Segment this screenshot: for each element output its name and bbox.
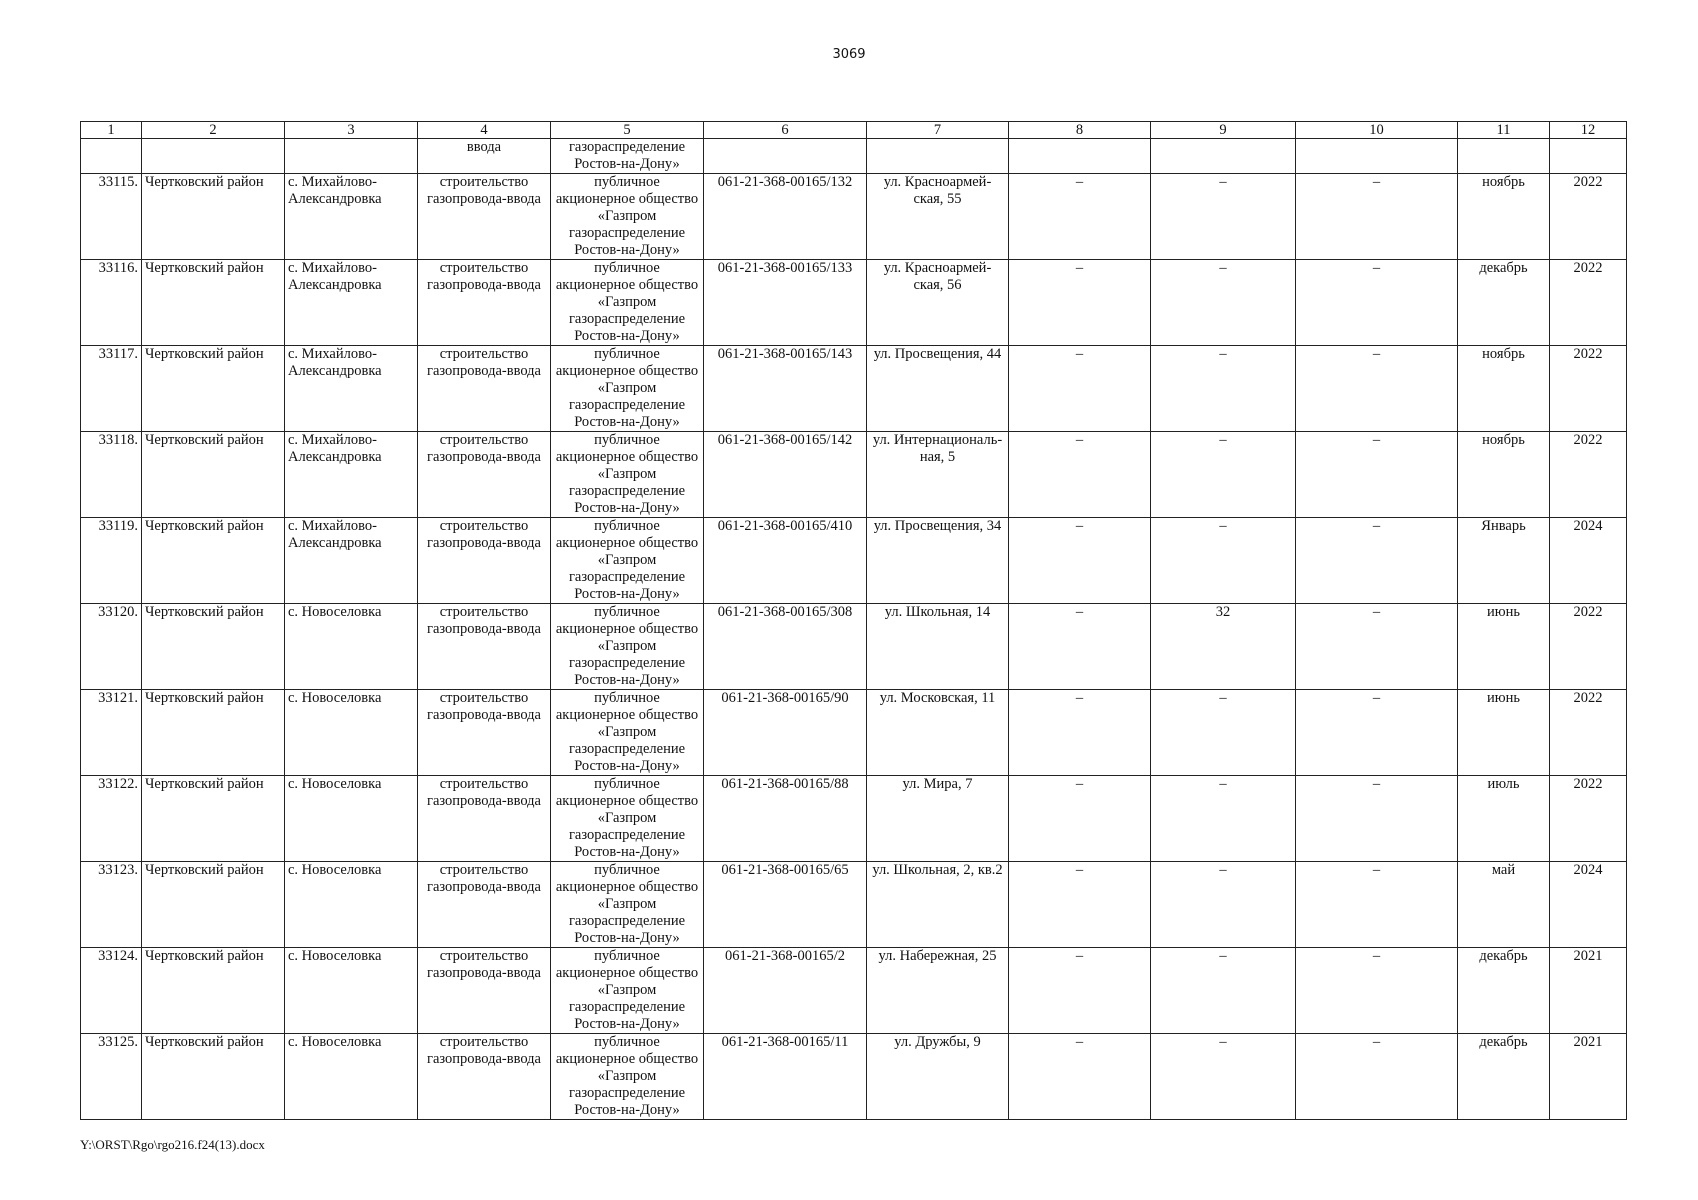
cell-work-type: строительство газопровода-ввода bbox=[418, 604, 551, 690]
column-number: 4 bbox=[418, 122, 551, 139]
cell-code: 061-21-368-00165/90 bbox=[704, 690, 867, 776]
cell-col-10: – bbox=[1296, 776, 1458, 862]
cell-organization: публичное акционерное общество «Газпром газораспределение Ростов-на-Дону» bbox=[551, 432, 704, 518]
column-number: 3 bbox=[285, 122, 418, 139]
cell-empty bbox=[285, 139, 418, 174]
cell-locality: с. Новоселовка bbox=[285, 690, 418, 776]
cell-empty bbox=[867, 139, 1009, 174]
cell-number: 33115. bbox=[81, 174, 142, 260]
cell-work-type: строительство газопровода-ввода bbox=[418, 690, 551, 776]
cell-col-8: – bbox=[1009, 604, 1151, 690]
cell-col-8: – bbox=[1009, 1034, 1151, 1120]
cell-work-continued: ввода bbox=[418, 139, 551, 174]
cell-work-type: строительство газопровода-ввода bbox=[418, 862, 551, 948]
cell-col-10: – bbox=[1296, 518, 1458, 604]
cell-year: 2022 bbox=[1550, 174, 1627, 260]
cell-organization: публичное акционерное общество «Газпром газораспределение Ростов-на-Дону» bbox=[551, 776, 704, 862]
cell-col-9: – bbox=[1151, 432, 1296, 518]
column-number: 5 bbox=[551, 122, 704, 139]
cell-col-10: – bbox=[1296, 948, 1458, 1034]
cell-locality: с. Михайлово-Александровка bbox=[285, 518, 418, 604]
cell-address: ул. Школьная, 2, кв.2 bbox=[867, 862, 1009, 948]
cell-district: Чертковский район bbox=[142, 174, 285, 260]
cell-col-9: 32 bbox=[1151, 604, 1296, 690]
cell-locality: с. Михайлово-Александровка bbox=[285, 346, 418, 432]
cell-year: 2021 bbox=[1550, 1034, 1627, 1120]
cell-district: Чертковский район bbox=[142, 518, 285, 604]
cell-month: июнь bbox=[1458, 604, 1550, 690]
cell-col-9: – bbox=[1151, 518, 1296, 604]
cell-address: ул. Просвещения, 44 bbox=[867, 346, 1009, 432]
cell-district: Чертковский район bbox=[142, 690, 285, 776]
cell-month: декабрь bbox=[1458, 948, 1550, 1034]
cell-number: 33119. bbox=[81, 518, 142, 604]
table-row bbox=[81, 1034, 1627, 1120]
column-number: 2 bbox=[142, 122, 285, 139]
cell-work-type: строительство газопровода-ввода bbox=[418, 432, 551, 518]
cell-number: 33125. bbox=[81, 1034, 142, 1120]
cell-district: Чертковский район bbox=[142, 346, 285, 432]
cell-code: 061-21-368-00165/132 bbox=[704, 174, 867, 260]
cell-year: 2022 bbox=[1550, 776, 1627, 862]
cell-address: ул. Просвещения, 34 bbox=[867, 518, 1009, 604]
file-path-footer: Y:\ORST\Rgo\rgo216.f24(13).docx bbox=[80, 1137, 265, 1152]
column-number: 11 bbox=[1458, 122, 1550, 139]
cell-address: ул. Интернациональ-ная, 5 bbox=[867, 432, 1009, 518]
page-number: 3069 bbox=[832, 47, 866, 62]
cell-work-type: строительство газопровода-ввода bbox=[418, 948, 551, 1034]
cell-address: ул. Московская, 11 bbox=[867, 690, 1009, 776]
cell-locality: с. Михайлово-Александровка bbox=[285, 174, 418, 260]
cell-col-10: – bbox=[1296, 432, 1458, 518]
cell-organization: публичное акционерное общество «Газпром газораспределение Ростов-на-Дону» bbox=[551, 518, 704, 604]
continuation-row bbox=[81, 139, 1627, 174]
cell-number: 33123. bbox=[81, 862, 142, 948]
cell-col-9: – bbox=[1151, 690, 1296, 776]
cell-year: 2024 bbox=[1550, 518, 1627, 604]
cell-work-type: строительство газопровода-ввода bbox=[418, 776, 551, 862]
cell-locality: с. Новоселовка bbox=[285, 862, 418, 948]
column-number: 9 bbox=[1151, 122, 1296, 139]
cell-organization: публичное акционерное общество «Газпром газораспределение Ростов-на-Дону» bbox=[551, 690, 704, 776]
cell-district: Чертковский район bbox=[142, 260, 285, 346]
cell-code: 061-21-368-00165/88 bbox=[704, 776, 867, 862]
cell-year: 2022 bbox=[1550, 346, 1627, 432]
cell-col-8: – bbox=[1009, 174, 1151, 260]
table-row bbox=[81, 604, 1627, 690]
cell-empty bbox=[1151, 139, 1296, 174]
cell-month: Январь bbox=[1458, 518, 1550, 604]
cell-code: 061-21-368-00165/410 bbox=[704, 518, 867, 604]
column-number: 10 bbox=[1296, 122, 1458, 139]
table-row bbox=[81, 432, 1627, 518]
cell-month: май bbox=[1458, 862, 1550, 948]
column-number: 12 bbox=[1550, 122, 1627, 139]
cell-col-9: – bbox=[1151, 948, 1296, 1034]
cell-code: 061-21-368-00165/133 bbox=[704, 260, 867, 346]
cell-col-9: – bbox=[1151, 862, 1296, 948]
cell-col-10: – bbox=[1296, 604, 1458, 690]
cell-code: 061-21-368-00165/11 bbox=[704, 1034, 867, 1120]
cell-empty bbox=[81, 139, 142, 174]
cell-code: 061-21-368-00165/143 bbox=[704, 346, 867, 432]
cell-district: Чертковский район bbox=[142, 862, 285, 948]
table-row bbox=[81, 260, 1627, 346]
cell-col-8: – bbox=[1009, 690, 1151, 776]
cell-col-9: – bbox=[1151, 1034, 1296, 1120]
cell-year: 2024 bbox=[1550, 862, 1627, 948]
cell-address: ул. Мира, 7 bbox=[867, 776, 1009, 862]
cell-month: ноябрь bbox=[1458, 346, 1550, 432]
cell-col-8: – bbox=[1009, 518, 1151, 604]
cell-organization: публичное акционерное общество «Газпром газораспределение Ростов-на-Дону» bbox=[551, 604, 704, 690]
cell-address: ул. Красноармей-ская, 55 bbox=[867, 174, 1009, 260]
cell-code: 061-21-368-00165/2 bbox=[704, 948, 867, 1034]
cell-work-type: строительство газопровода-ввода bbox=[418, 1034, 551, 1120]
cell-organization: публичное акционерное общество «Газпром газораспределение Ростов-на-Дону» bbox=[551, 346, 704, 432]
cell-col-8: – bbox=[1009, 948, 1151, 1034]
cell-work-type: строительство газопровода-ввода bbox=[418, 174, 551, 260]
cell-month: июль bbox=[1458, 776, 1550, 862]
cell-locality: с. Михайлово-Александровка bbox=[285, 260, 418, 346]
cell-col-8: – bbox=[1009, 776, 1151, 862]
cell-col-8: – bbox=[1009, 346, 1151, 432]
table-row bbox=[81, 948, 1627, 1034]
cell-org-continued: газораспределение Ростов-на-Дону» bbox=[551, 139, 704, 174]
cell-number: 33117. bbox=[81, 346, 142, 432]
cell-month: декабрь bbox=[1458, 260, 1550, 346]
cell-code: 061-21-368-00165/65 bbox=[704, 862, 867, 948]
cell-district: Чертковский район bbox=[142, 1034, 285, 1120]
cell-col-10: – bbox=[1296, 862, 1458, 948]
cell-col-10: – bbox=[1296, 260, 1458, 346]
cell-work-type: строительство газопровода-ввода bbox=[418, 518, 551, 604]
cell-empty bbox=[1458, 139, 1550, 174]
cell-col-9: – bbox=[1151, 346, 1296, 432]
cell-col-9: – bbox=[1151, 776, 1296, 862]
cell-col-8: – bbox=[1009, 432, 1151, 518]
cell-organization: публичное акционерное общество «Газпром газораспределение Ростов-на-Дону» bbox=[551, 1034, 704, 1120]
cell-col-10: – bbox=[1296, 346, 1458, 432]
cell-locality: с. Новоселовка bbox=[285, 776, 418, 862]
cell-col-8: – bbox=[1009, 260, 1151, 346]
cell-empty bbox=[1296, 139, 1458, 174]
column-number-row bbox=[81, 122, 1627, 139]
cell-month: ноябрь bbox=[1458, 432, 1550, 518]
cell-locality: с. Михайлово-Александровка bbox=[285, 432, 418, 518]
cell-col-9: – bbox=[1151, 174, 1296, 260]
table-row bbox=[81, 690, 1627, 776]
table-row bbox=[81, 174, 1627, 260]
cell-year: 2022 bbox=[1550, 604, 1627, 690]
cell-organization: публичное акционерное общество «Газпром газораспределение Ростов-на-Дону» bbox=[551, 948, 704, 1034]
table-row bbox=[81, 862, 1627, 948]
column-number: 6 bbox=[704, 122, 867, 139]
cell-organization: публичное акционерное общество «Газпром газораспределение Ростов-на-Дону» bbox=[551, 260, 704, 346]
cell-district: Чертковский район bbox=[142, 776, 285, 862]
table-row bbox=[81, 346, 1627, 432]
cell-empty bbox=[1009, 139, 1151, 174]
cell-address: ул. Дружбы, 9 bbox=[867, 1034, 1009, 1120]
cell-month: декабрь bbox=[1458, 1034, 1550, 1120]
column-number: 7 bbox=[867, 122, 1009, 139]
column-number: 1 bbox=[81, 122, 142, 139]
cell-col-10: – bbox=[1296, 174, 1458, 260]
cell-organization: публичное акционерное общество «Газпром газораспределение Ростов-на-Дону» bbox=[551, 174, 704, 260]
table-row bbox=[81, 776, 1627, 862]
cell-address: ул. Школьная, 14 bbox=[867, 604, 1009, 690]
column-number: 8 bbox=[1009, 122, 1151, 139]
cell-number: 33121. bbox=[81, 690, 142, 776]
cell-organization: публичное акционерное общество «Газпром газораспределение Ростов-на-Дону» bbox=[551, 862, 704, 948]
cell-year: 2021 bbox=[1550, 948, 1627, 1034]
cell-address: ул. Красноармей-ская, 56 bbox=[867, 260, 1009, 346]
cell-col-8: – bbox=[1009, 862, 1151, 948]
cell-col-10: – bbox=[1296, 1034, 1458, 1120]
cell-code: 061-21-368-00165/142 bbox=[704, 432, 867, 518]
cell-year: 2022 bbox=[1550, 260, 1627, 346]
cell-year: 2022 bbox=[1550, 690, 1627, 776]
cell-district: Чертковский район bbox=[142, 604, 285, 690]
table-row bbox=[81, 518, 1627, 604]
cell-number: 33122. bbox=[81, 776, 142, 862]
cell-month: июнь bbox=[1458, 690, 1550, 776]
cell-empty bbox=[704, 139, 867, 174]
cell-number: 33124. bbox=[81, 948, 142, 1034]
cell-empty bbox=[1550, 139, 1627, 174]
cell-number: 33118. bbox=[81, 432, 142, 518]
cell-empty bbox=[142, 139, 285, 174]
cell-address: ул. Набережная, 25 bbox=[867, 948, 1009, 1034]
cell-locality: с. Новоселовка bbox=[285, 948, 418, 1034]
cell-district: Чертковский район bbox=[142, 432, 285, 518]
cell-locality: с. Новоселовка bbox=[285, 604, 418, 690]
cell-work-type: строительство газопровода-ввода bbox=[418, 346, 551, 432]
cell-locality: с. Новоселовка bbox=[285, 1034, 418, 1120]
cell-number: 33116. bbox=[81, 260, 142, 346]
cell-code: 061-21-368-00165/308 bbox=[704, 604, 867, 690]
cell-number: 33120. bbox=[81, 604, 142, 690]
cell-col-9: – bbox=[1151, 260, 1296, 346]
cell-work-type: строительство газопровода-ввода bbox=[418, 260, 551, 346]
cell-year: 2022 bbox=[1550, 432, 1627, 518]
cell-district: Чертковский район bbox=[142, 948, 285, 1034]
cell-month: ноябрь bbox=[1458, 174, 1550, 260]
cell-col-10: – bbox=[1296, 690, 1458, 776]
registry-table bbox=[80, 121, 1627, 1120]
